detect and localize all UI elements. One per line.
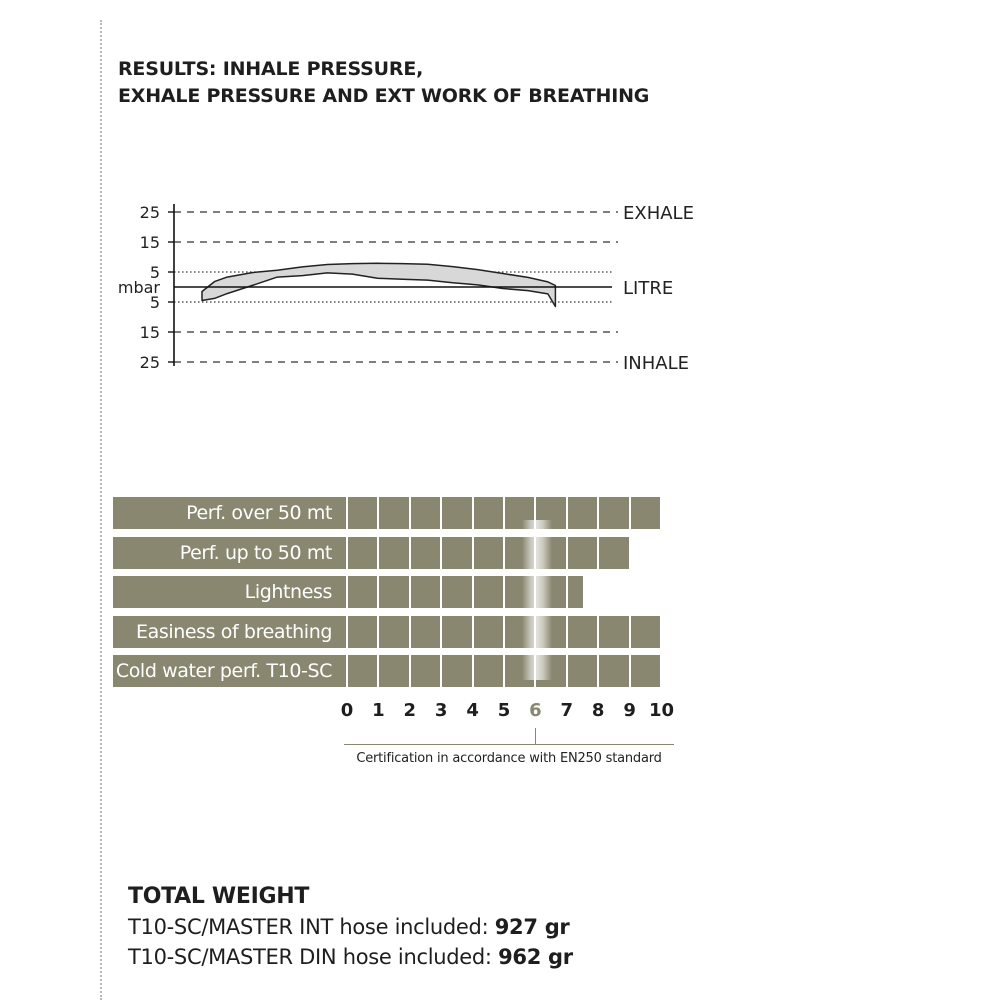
bar-divider bbox=[503, 537, 505, 569]
right-label-inhale: INHALE bbox=[623, 353, 690, 374]
certification-line bbox=[344, 744, 674, 745]
bar-divider bbox=[629, 537, 631, 569]
bar-divider bbox=[472, 616, 474, 648]
scale-tick-label: 8 bbox=[591, 700, 605, 721]
bar-label: Lightness bbox=[244, 581, 332, 603]
bar-divider bbox=[597, 655, 599, 687]
bar-label-wrap bbox=[113, 616, 344, 648]
weight-line-int bbox=[128, 912, 573, 942]
chart-title-line-1: RESULTS: INHALE PRESSURE, bbox=[118, 58, 424, 80]
bar-divider bbox=[346, 576, 348, 608]
rating-bar bbox=[113, 576, 583, 608]
chart-title-line-2: EXHALE PRESSURE AND EXT WORK OF BREATHING bbox=[118, 85, 650, 107]
right-label-exhale: EXHALE bbox=[623, 203, 694, 224]
bar-divider bbox=[597, 616, 599, 648]
bar-divider bbox=[566, 576, 568, 608]
bar-divider bbox=[440, 497, 442, 529]
bar-divider bbox=[346, 497, 348, 529]
y-axis-unit-label: mbar bbox=[117, 278, 160, 297]
total-weight-title: TOTAL WEIGHT bbox=[128, 884, 310, 909]
bar-label-wrap bbox=[113, 497, 344, 529]
bar-divider bbox=[346, 655, 348, 687]
bar-divider bbox=[377, 655, 379, 687]
bar-divider bbox=[597, 537, 599, 569]
bar-label-wrap bbox=[113, 537, 344, 569]
bar-label: Perf. over 50 mt bbox=[186, 502, 332, 524]
bar-divider bbox=[409, 537, 411, 569]
weight-line-din bbox=[128, 942, 573, 972]
bar-divider bbox=[440, 576, 442, 608]
scale-tick-label: 3 bbox=[434, 700, 448, 721]
bar-label-wrap bbox=[113, 655, 344, 687]
weight-label: T10-SC/MASTER INT hose included: bbox=[128, 915, 495, 939]
scale-tick-label: 6 bbox=[529, 700, 542, 721]
bar-label-wrap bbox=[113, 576, 344, 608]
certification-note: Certification in accordance with EN250 standard bbox=[356, 751, 662, 766]
right-label-litre: LITRE bbox=[623, 278, 674, 299]
bar-divider bbox=[629, 497, 631, 529]
bar-divider bbox=[566, 497, 568, 529]
bar-divider bbox=[660, 655, 662, 687]
bar-divider bbox=[566, 655, 568, 687]
scale-tick-label: 2 bbox=[403, 700, 417, 721]
bar-divider bbox=[377, 497, 379, 529]
bar-divider bbox=[503, 497, 505, 529]
bar-divider bbox=[346, 616, 348, 648]
bar-divider bbox=[597, 497, 599, 529]
y-tick-label: 15 bbox=[139, 233, 160, 252]
bar-divider bbox=[409, 616, 411, 648]
bar-divider bbox=[472, 576, 474, 608]
y-tick-label: 5 bbox=[149, 293, 160, 312]
y-tick-label: 15 bbox=[139, 323, 160, 342]
bar-divider bbox=[534, 497, 536, 529]
bar-divider bbox=[440, 537, 442, 569]
rating-bar bbox=[113, 616, 661, 648]
scale-tick-label: 4 bbox=[466, 700, 479, 721]
bar-divider bbox=[440, 655, 442, 687]
weight-value: 962 gr bbox=[498, 945, 573, 969]
bar-divider bbox=[472, 655, 474, 687]
bar-divider bbox=[377, 576, 379, 608]
scale-tick-label: 1 bbox=[372, 700, 385, 721]
bar-divider bbox=[534, 537, 536, 569]
bar-divider bbox=[377, 616, 379, 648]
bar-divider bbox=[472, 537, 474, 569]
bar-divider bbox=[566, 537, 568, 569]
bar-divider bbox=[534, 655, 536, 687]
bar-divider bbox=[660, 497, 662, 529]
scale-tick-label: 9 bbox=[623, 700, 636, 721]
bar-divider bbox=[409, 576, 411, 608]
rating-bar bbox=[113, 655, 661, 687]
bar-divider bbox=[409, 497, 411, 529]
certification-tick bbox=[535, 728, 536, 744]
bar-divider bbox=[503, 576, 505, 608]
total-weight-section bbox=[128, 882, 573, 972]
bar-divider bbox=[346, 537, 348, 569]
bar-divider bbox=[472, 497, 474, 529]
bar-divider bbox=[440, 616, 442, 648]
bar-divider bbox=[409, 655, 411, 687]
weight-value: 927 gr bbox=[494, 915, 570, 939]
bar-divider bbox=[377, 537, 379, 569]
y-tick-label: 25 bbox=[139, 203, 160, 222]
scale-tick-label: 7 bbox=[560, 700, 574, 721]
bar-divider bbox=[503, 655, 505, 687]
y-tick-label: 25 bbox=[139, 353, 160, 372]
bar-divider bbox=[566, 616, 568, 648]
bar-divider bbox=[534, 616, 536, 648]
bar-divider bbox=[503, 616, 505, 648]
bar-divider bbox=[660, 616, 662, 648]
bar-divider bbox=[629, 655, 631, 687]
scale-tick-label: 5 bbox=[497, 700, 511, 721]
y-tick-label: 5 bbox=[149, 263, 160, 282]
rating-bar bbox=[113, 537, 630, 569]
bar-label: Cold water perf. T10-SC bbox=[115, 660, 332, 682]
bar-label: Perf. up to 50 mt bbox=[179, 541, 332, 564]
weight-label: T10-SC/MASTER DIN hose included: bbox=[128, 945, 499, 969]
bar-divider bbox=[534, 576, 536, 608]
scale-tick-label: 10 bbox=[649, 700, 675, 721]
scale-tick-label: 0 bbox=[340, 700, 354, 721]
bar-label: Easiness of breathing bbox=[135, 620, 332, 643]
rating-bar bbox=[113, 497, 661, 529]
bar-divider bbox=[629, 616, 631, 648]
